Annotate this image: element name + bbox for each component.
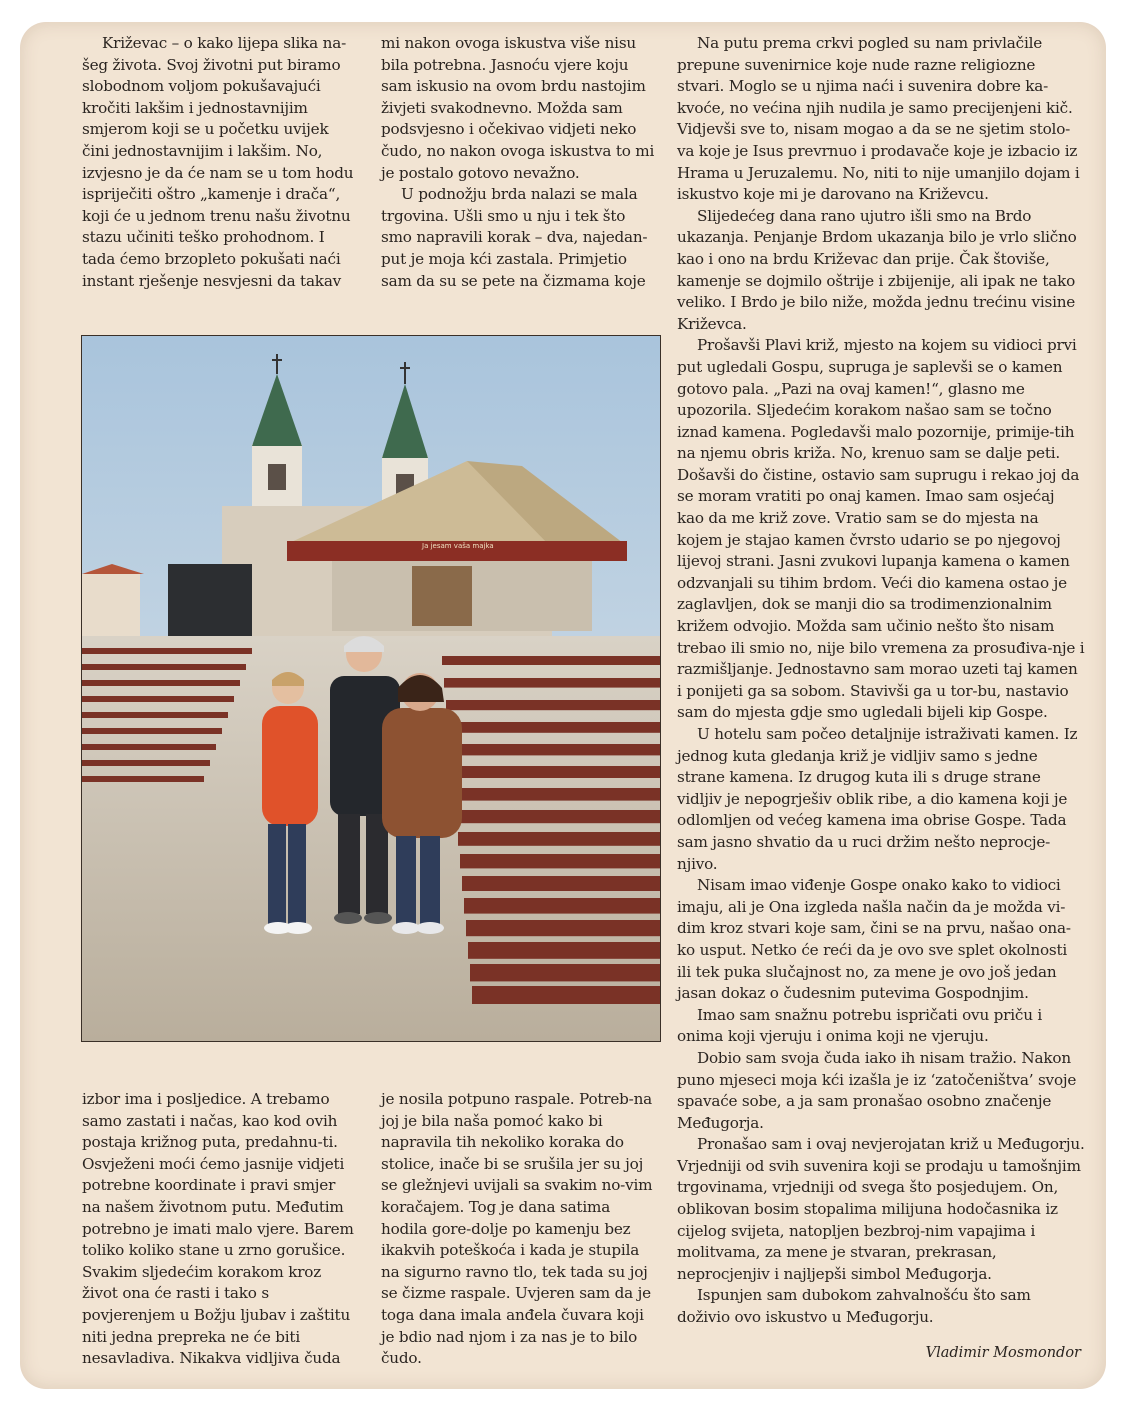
side-building xyxy=(82,574,140,646)
bench xyxy=(466,920,660,936)
bench xyxy=(458,832,660,846)
bench xyxy=(450,744,660,755)
paragraph: U podnožju brda nalazi se mala trgovina. Ušli smo u nju i tek što smo napravili korak – dva, najedan-put je moja kći zastala. Primjetio sam da su se pete na čizmama koje xyxy=(381,185,648,290)
column-2-bottom xyxy=(381,1089,658,1370)
bench xyxy=(452,766,660,778)
bench xyxy=(468,942,660,959)
bench xyxy=(82,712,228,718)
paragraph: Na putu prema crkvi pogled su nam privlačile prepune suvenirnice koje nude razne religiozne stvari. Moglo se u njima naći i suvenira dobre ka-kvoće, no većina njih nudila je samo precijenjeni kič. Vidjevši sve to, nisam mogao a da se ne sjetim stolo-va koje je Isus prevrnuo i prodavače koje je izbacio iz Hrama u Jeruzalemu. No, niti to nije umanjilo dojam i iskustvo koje mi je darovano na Križevcu. xyxy=(677,34,1080,204)
paragraph: Prošavši Plavi križ, mjesto na kojem su vidioci prvi put ugledali Gospu, supruga je saplevši se o kamen gotovo pala. „Pazi na ovaj kamen!“, glasno me upozorila. Sljedećim korakom našao sam se točno iznad kamena. Pogledavši malo pozornije, primije-tih na njemu obris križa. No, krenuo sam se dalje peti. Došavši do čistine, ostavio sam suprugu i rekao joj da se moram vratiti po onaj kamen. Imao sam osjećaj kao da me križ zove. Vratio sam se do mjesta na kojem je stajao kamen čvrsto udario se po njegovoj lijevoj strani. Jasni zvukovi lupanja kamena o kamen odzvanjali su tihim brdom. Veći dio kamena ostao je zaglavljen, dok se manji dio sa trodimenzionalnim križem odvojio. Možda sam učinio nešto što nisam trebao ili smio no, nije bilo vremena za prosuđiva-nje i razmišljanje. Jednostavno sam morao uzeti taj kamen i ponijeti ga sa sobom. Stavivši ga u tor-bu, nastavio sam do mjesta gdje smo ugledali bijeli kip Gospe. xyxy=(677,336,1085,722)
paragraph: mi nakon ovoga iskustva više nisu bila potrebna. Jasnoću vjere koju sam iskusio na ovom brdu nastojim živjeti svakodnevno. Možda sam podsvjesno i očekivao vidjeti neko čudo, no nakon ovoga iskustva to mi je postalo gotovo nevažno. xyxy=(381,34,655,182)
bench xyxy=(444,678,660,688)
bench xyxy=(454,788,660,801)
bench xyxy=(442,656,660,665)
paragraph: Križevac – o kako lijepa slika na-šeg života. Svoj životni put biramo slobodnom voljom pokušavajući kročiti lakšim i jednostavnijim smjerom koji se u početku uvijek čini jednostavnijim i lakšim. No, izvjesno je da će nam se u tom hodu ispriječiti oštro „kamenje i drača“, koji će u jednom trenu našu životnu stazu učiniti teško prohodnom. I tada ćemo brzopleto pokušati naći instant rješenje nesvjesni da takav xyxy=(82,34,354,290)
paragraph: Ispunjen sam dubokom zahvalnošću što sam doživio ovo iskustvo u Međugorju. xyxy=(677,1286,1031,1327)
bench xyxy=(470,964,660,981)
paragraph: je nosila potpuno raspale. Potreb-na joj je bila naša pomoć kako bi napravila tih nekoliko koraka do stolice, inače bi se srušila jer su joj se gležnjevi uvijali sa svakim no-vim koračajem. Tog je dana satima hodila gore-dolje po kamenju bez ikakvih poteškoća i kada je stupila na sigurno ravno tlo, tek tada su joj se čizme raspale. Uvjeren sam da je toga dana imala anđela čuvara koji je bdio nad njom i za nas je to bilo čudo. xyxy=(381,1090,653,1368)
bench xyxy=(460,854,660,868)
bench xyxy=(82,728,222,734)
paragraph: Dobio sam svoja čuda iako ih nisam tražio. Nakon puno mjeseci moja kći izašla je iz ‘zatočeništva’ svoje spavaće sobe, a ja sam pronašao osobno značenje Međugorja. xyxy=(677,1048,1077,1132)
video-screen xyxy=(168,564,252,644)
paragraph: U hotelu sam počeo detaljnije istraživati kamen. Iz jednog kuta gledanja križ je vidljiv samo s jedne strane kamena. Iz drugog kuta ili s druge strane vidljiv je nepogrješiv oblik ribe, a dio kamena koji je odlomljen od većeg kamena ima obrise Gospe. Tada sam jasno shvatio da u ruci držim nešto neprocje-njivo. xyxy=(677,725,1078,873)
bench xyxy=(446,700,660,710)
bench xyxy=(472,986,660,1004)
column-1-top xyxy=(82,33,354,292)
canopy-banner-text: Ja jesam vaša majka xyxy=(422,542,494,550)
bench xyxy=(82,760,210,766)
bench xyxy=(82,664,246,670)
bench xyxy=(82,680,240,686)
author-signature: Vladimir Mosmondor xyxy=(925,1345,1081,1361)
bench xyxy=(462,876,660,891)
bench xyxy=(82,776,204,782)
paragraph: izbor ima i posljedice. A trebamo samo zastati i načas, kao kod ovih postaja križnog puta, predahnu-ti. Osvježeni moći ćemo jasnije vidjeti potrebne koordinate i pravi smjer na našem životnom putu. Međutim potrebno je imati malo vjere. Barem toliko koliko stane u zrno gorušice. Svakim sljedećim korakom kroz život ona će rasti i tako s povjerenjem u Božju ljubav i zaštitu niti jedna prepreka ne će biti nesavladiva. Nikakva vidljiva čuda xyxy=(82,1090,354,1368)
paragraph: Nisam imao viđenje Gospe onako kako to vidioci imaju, ali je Ona izgleda našla način da je možda vi-dim kroz stvari koje sam, čini se na prvu, našao ona-ko usput. Netko će reći da je ovo sve splet okolnosti ili tek puka slučajnost no, za mene je ovo još jedan jasan dokaz o čudesnim putevima Gospodnjim. xyxy=(677,876,1071,1003)
bench xyxy=(456,810,660,823)
photo-medjugorje-church xyxy=(81,335,661,1042)
paragraph: Pronašao sam i ovaj nevjerojatan križ u Međugorju. Vrjedniji od svih suvenira koji se prodaju u tamošnjim trgovinama, vrjedniji od svega što posjedujem. On, oblikovan bosim stopalima milijuna hodočasnika iz cijelog svijeta, natopljen bezbroj-nim vapajima i molitvama, za mene je stvaran, prekrasan, neprocjenjiv i najljepši simbol Međugorja. xyxy=(677,1135,1085,1283)
bench xyxy=(82,648,252,654)
bench xyxy=(464,898,660,914)
column-2-top xyxy=(381,33,658,292)
bench xyxy=(82,744,216,750)
column-1-bottom xyxy=(82,1089,354,1370)
paragraph: Imao sam snažnu potrebu ispričati ovu priču i onima koji vjeruju i onima koji ne vjeruju. xyxy=(677,1005,1043,1046)
bench xyxy=(448,722,660,733)
bench xyxy=(82,696,234,702)
column-3 xyxy=(677,33,1085,1329)
paragraph: Slijedećeg dana rano ujutro išli smo na Brdo ukazanja. Penjanje Brdom ukazanja bilo je vrlo slično kao i ono na brdu Križevac dan prije. Čak štoviše, kamenje se dojmilo oštrije i zbijenije, ali ipak ne tako veliko. I Brdo je bilo niže, možda jednu trećinu visine Križevca. xyxy=(677,206,1077,333)
